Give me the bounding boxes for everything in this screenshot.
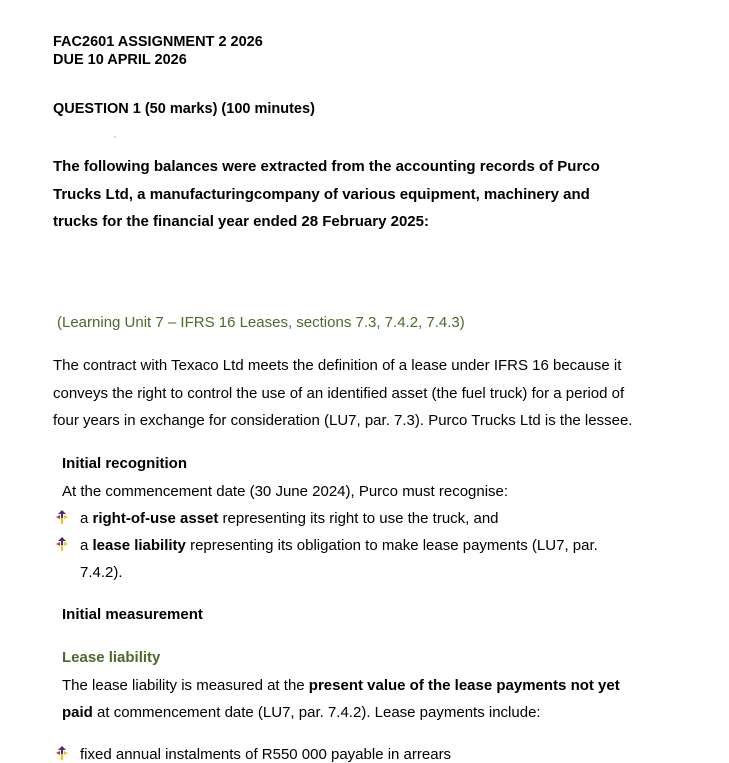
ll-line1-bold: present value of the lease payments not yet	[308, 677, 620, 694]
bullet2-rest: representing its obligation to make lease payments (LU7, par.	[185, 537, 598, 554]
question-title: QUESTION 1 (50 marks) (100 minutes)	[53, 101, 315, 117]
bullet-arrow-icon	[56, 537, 68, 551]
assignment-code: FAC2601 ASSIGNMENT 2 2026	[53, 34, 263, 50]
bullet2-continuation: 7.4.2).	[80, 564, 123, 581]
bullet2-prefix: a	[80, 537, 93, 554]
intro-line-2: Trucks Ltd, a manufacturingcompany of various equipment, machinery and	[53, 185, 590, 203]
bullet-arrow-icon	[56, 746, 68, 760]
ll-line2-bold: paid	[62, 704, 93, 721]
lease-liability-line-1	[62, 677, 620, 694]
initial-measurement-heading: Initial measurement	[62, 606, 203, 623]
learning-unit-reference: (Learning Unit 7 – IFRS 16 Leases, sections 7.3, 7.4.2, 7.4.3)	[57, 314, 465, 331]
ll-line1-prefix: The lease liability is measured at the	[62, 677, 309, 694]
bullet-fixed-instalments: fixed annual instalments of R550 000 payable in arrears	[80, 746, 452, 763]
bullet-right-of-use	[80, 510, 499, 527]
due-date: DUE 10 APRIL 2026	[53, 52, 187, 68]
bullet1-prefix: a	[80, 510, 93, 527]
para1-line-3: four years in exchange for consideration (LU7, par. 7.3). Purco Trucks Ltd is the lessee.	[53, 412, 633, 429]
initial-recognition-text: At the commencement date (30 June 2024), Purco must recognise:	[62, 483, 509, 500]
intro-line-1: The following balances were extracted from the accounting records of Purco	[53, 158, 600, 175]
lease-liability-line-2	[62, 704, 541, 721]
para1-line-2: conveys the right to control the use of an identified asset (the fuel truck) for a period of	[53, 384, 625, 402]
bullet2-term: lease liability	[92, 537, 186, 554]
stray-mark	[114, 136, 116, 138]
bullet-arrow-icon	[56, 510, 68, 524]
bullet-lease-liability	[80, 537, 598, 554]
ll-line2-rest: at commencement date (LU7, par. 7.4.2). Lease payments include:	[92, 704, 541, 721]
initial-recognition-heading: Initial recognition	[62, 455, 188, 472]
bullet1-term: right-of-use asset	[92, 510, 219, 527]
para1-line-1: The contract with Texaco Ltd meets the definition of a lease under IFRS 16 because it	[53, 357, 622, 374]
lease-liability-heading: Lease liability	[62, 649, 161, 666]
bullet1-rest: representing its right to use the truck, and	[218, 510, 499, 527]
intro-line-3: trucks for the financial year ended 28 February 2025:	[53, 213, 429, 230]
